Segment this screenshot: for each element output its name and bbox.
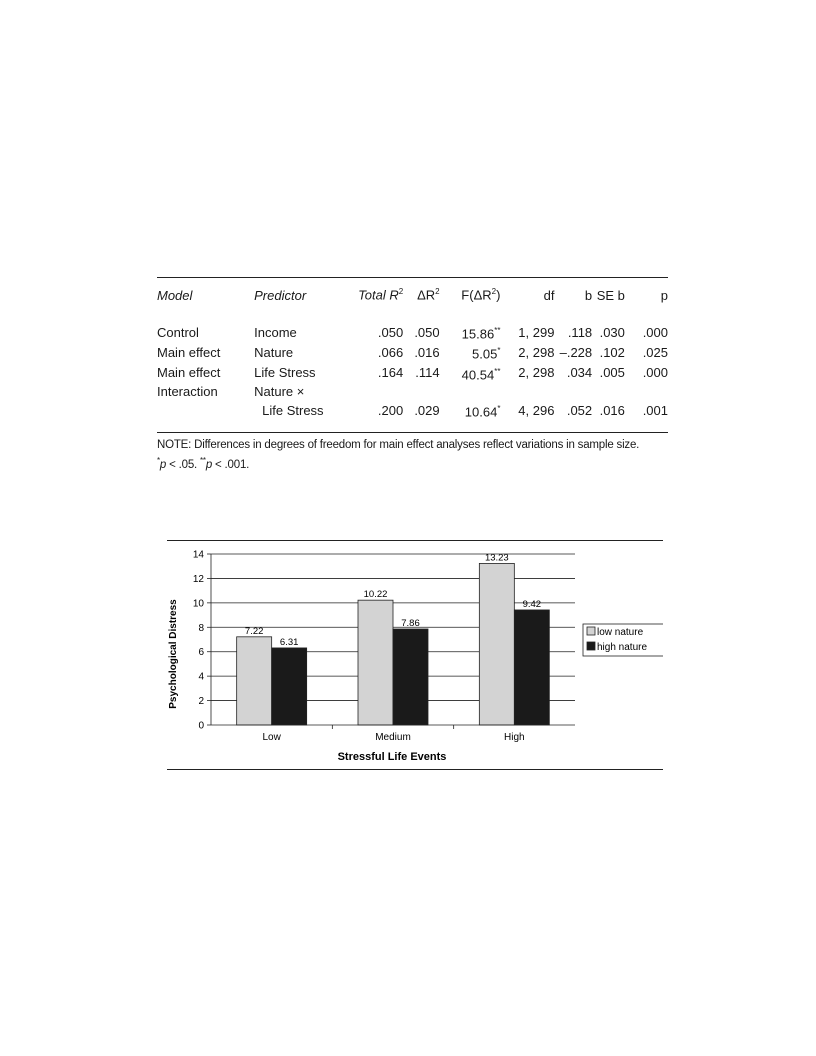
y-tick-label: 10 — [192, 598, 204, 610]
table-row — [157, 312, 668, 342]
cell-delta-r2: .050 — [414, 324, 440, 340]
cell-f — [440, 383, 501, 400]
y-tick-label: 8 — [198, 622, 204, 634]
cell-model: Main effect — [157, 344, 221, 360]
header-f-delta-r2: $F(\Delta R^2)$ — [461, 287, 501, 303]
y-tick-label: 0 — [198, 720, 204, 732]
y-tick-label: 4 — [198, 671, 204, 683]
table-row — [157, 383, 668, 400]
bar-chart — [167, 540, 663, 771]
cell-model: Control — [157, 324, 199, 340]
chart-top-rule — [167, 540, 663, 541]
bar-chart-block — [167, 540, 663, 771]
cell-f: 10.64* — [464, 403, 501, 420]
header-p: p — [660, 287, 668, 303]
legend-swatch-high-nature — [587, 642, 595, 650]
cell-p: .001 — [642, 402, 668, 418]
x-tick-label: Low — [262, 732, 281, 743]
cell-p: .000 — [642, 324, 668, 340]
y-axis-label: Psychological Distress — [168, 599, 179, 709]
table-row — [157, 363, 668, 383]
table-note-line: NOTE: Differences in degrees of freedom for main effect analyses reflect variations in sample size. — [157, 439, 640, 452]
cell-se-b — [592, 383, 625, 400]
header-total-r2: Total $R^2$ — [358, 287, 404, 303]
cell-model — [157, 400, 254, 420]
bar — [393, 629, 428, 725]
legend-label-high-nature: high nature — [597, 642, 648, 653]
regression-table — [157, 278, 668, 420]
cell-b: .118 — [567, 324, 593, 340]
legend-label-low-nature: low nature — [597, 627, 644, 638]
bar — [272, 648, 307, 725]
data-label: 10.22 — [363, 589, 388, 601]
legend — [583, 624, 663, 656]
x-tick-label: High — [504, 732, 525, 743]
cell-predictor: Nature — [254, 344, 294, 360]
data-label: 9.42 — [522, 598, 542, 610]
cell-f: 40.54** — [461, 366, 501, 382]
data-label: 13.23 — [484, 552, 509, 564]
bar — [237, 637, 272, 725]
cell-predictor: Income — [254, 324, 297, 340]
regression-table-block — [157, 277, 668, 473]
x-axis-label: Stressful Life Events — [337, 751, 447, 763]
bar — [479, 563, 514, 725]
cell-b: .034 — [566, 365, 593, 381]
header-df: df — [543, 287, 555, 303]
cell-total-r2: .050 — [377, 324, 404, 340]
cell-delta-r2 — [403, 383, 439, 400]
table-note-significance: *p < .05. **p < .001. — [157, 456, 250, 472]
table-row — [157, 400, 668, 420]
cell-se-b: .030 — [599, 324, 625, 340]
bar — [358, 600, 393, 725]
cell-model: Main effect — [157, 365, 221, 381]
cell-total-r2: .164 — [377, 365, 404, 381]
cell-p: .000 — [642, 365, 668, 381]
cell-b: –.228 — [559, 344, 593, 360]
bar — [514, 610, 549, 725]
data-label: 7.22 — [244, 625, 264, 637]
y-tick-label: 2 — [198, 696, 204, 708]
cell-model: Interaction — [157, 383, 218, 399]
table-header-row — [157, 278, 668, 312]
data-label: 6.31 — [279, 636, 299, 648]
table-note — [157, 438, 668, 473]
cell-total-r2: .066 — [377, 344, 404, 360]
header-b: b — [584, 287, 593, 303]
chart-bottom-rule — [167, 769, 663, 770]
header-delta-r2: $\Delta R^2$ — [417, 287, 440, 303]
header-model: Model — [157, 287, 193, 303]
cell-p — [625, 383, 668, 400]
cell-total-r2 — [344, 383, 403, 400]
header-predictor: Predictor — [254, 287, 307, 303]
cell-f: 5.05* — [472, 346, 501, 362]
table-bottom-rule — [157, 432, 668, 433]
cell-se-b: .016 — [599, 402, 625, 418]
legend-swatch-low-nature — [587, 627, 595, 635]
cell-delta-r2: .016 — [414, 344, 440, 360]
cell-total-r2: .200 — [377, 402, 404, 418]
table-row — [157, 342, 668, 362]
cell-predictor: Life Stress — [262, 402, 324, 418]
cell-f: 15.86** — [461, 326, 501, 342]
cell-delta-r2: .114 — [415, 365, 440, 381]
cell-se-b: .102 — [599, 344, 625, 360]
cell-df — [500, 383, 554, 400]
data-label: 7.86 — [401, 617, 420, 629]
cell-df: 4, 296 — [518, 402, 555, 418]
cell-predictor: Life Stress — [254, 365, 316, 381]
y-tick-label: 12 — [192, 573, 204, 585]
cell-predictor: Nature × — [254, 383, 305, 399]
cell-p: .025 — [642, 344, 668, 360]
cell-df: 2, 298 — [518, 344, 555, 360]
y-tick-label: 14 — [192, 549, 204, 561]
cell-df: 1, 299 — [518, 324, 555, 340]
cell-se-b: .005 — [599, 365, 625, 381]
cell-b — [554, 383, 592, 400]
cell-df: 2, 298 — [518, 365, 555, 381]
cell-delta-r2: .029 — [414, 402, 440, 418]
x-tick-label: Medium — [375, 732, 411, 743]
cell-b: .052 — [566, 402, 593, 418]
header-se-b: SE b — [596, 287, 625, 303]
y-tick-label: 6 — [198, 647, 204, 659]
